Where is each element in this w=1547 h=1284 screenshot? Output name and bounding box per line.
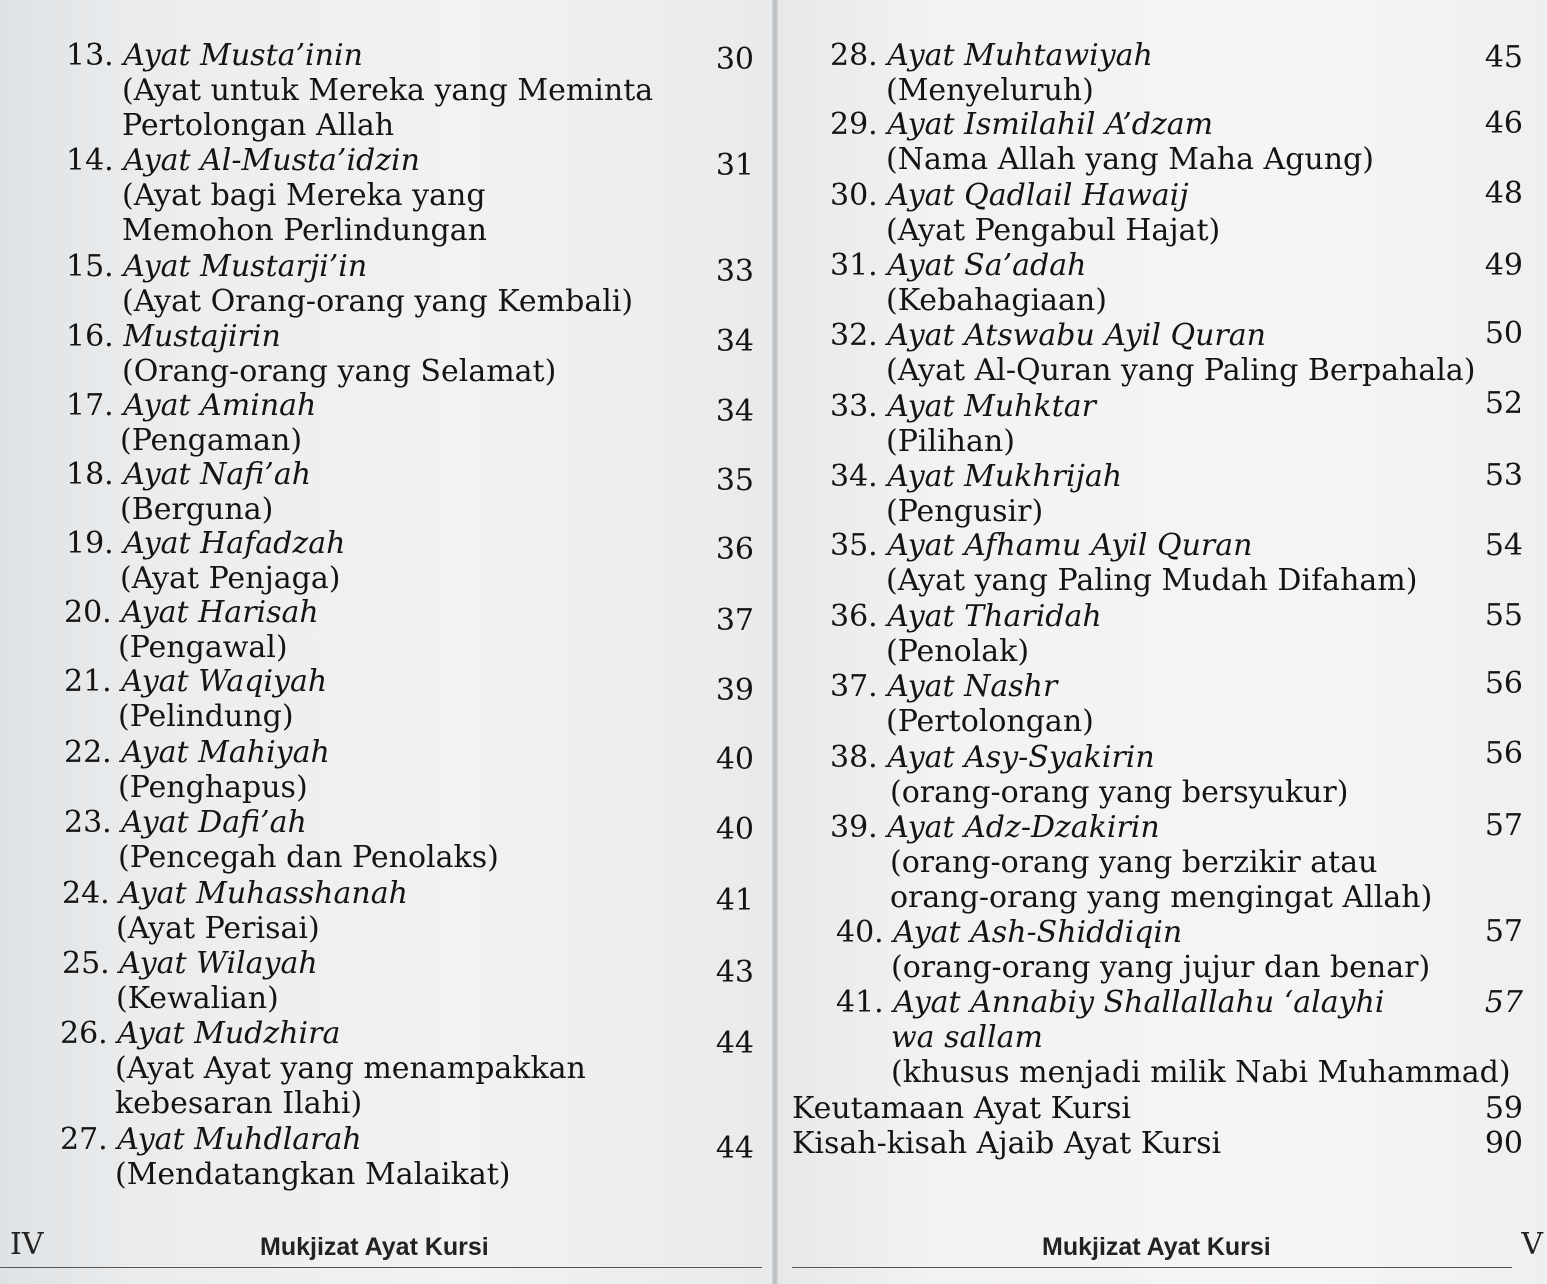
entry-subtitle: (Ayat yang Paling Mudah Difaham) [886,563,1418,598]
entry-subtitle: (Pelindung) [118,699,294,734]
entry-subtitle: orang-orang yang mengingat Allah) [890,880,1433,915]
toc-extra-label: Keutamaan Ayat Kursi [792,1091,1131,1126]
toc-entry [830,389,1096,459]
entry-page-number: 52 [1484,386,1523,421]
toc-entry [66,38,653,143]
entry-number: 40. [836,915,884,950]
entry-subtitle: (Menyeluruh) [886,73,1094,108]
entry-number: 15. [66,249,114,284]
entry-number: 22. [64,735,112,770]
entry-page-number: 50 [1484,316,1523,351]
entry-number: 17. [66,388,114,423]
entry-page-number: 40 [715,742,754,777]
footer-rule [792,1267,1512,1268]
entry-title: Ayat Muhktar [887,389,1096,424]
entry-subtitle: (Ayat bagi Mereka yang [122,178,486,213]
entry-title: Ayat Al-Musta’idzin [123,143,420,178]
toc-entry [836,985,1511,1090]
entry-page-number: 57 [1484,914,1523,949]
toc-entry [66,388,316,458]
entry-subtitle: (Pencegah dan Penolaks) [118,840,499,875]
entry-subtitle: (Ayat Al-Quran yang Paling Berpahala) [886,353,1476,388]
entry-number: 18. [66,457,114,492]
entry-title: Ayat Mustarji’in [123,249,368,284]
entry-page-number: 37 [715,603,754,638]
toc-entry [830,248,1107,318]
entry-number: 20. [64,595,112,630]
entry-title: Ayat Aminah [123,388,317,423]
entry-number: 24. [62,876,110,911]
entry-page-number: 30 [715,42,754,77]
toc-entry [66,457,311,527]
entry-title: Ayat Tharidah [887,599,1102,634]
entry-subtitle: (Pengaman) [120,423,303,458]
entry-page-number: 57 [1484,808,1523,843]
page-folio: V [1521,1227,1543,1262]
entry-page-number: 44 [715,1026,754,1061]
entry-subtitle: (Nama Allah yang Maha Agung) [886,142,1374,177]
toc-entry [60,1122,510,1192]
entry-title: Ayat Waqiyah [121,664,328,699]
entry-subtitle: (khusus menjadi milik Nabi Muhammad) [891,1055,1511,1090]
entry-title: Ayat Qadlail Hawaij [887,178,1189,213]
entry-number: 38. [830,740,878,775]
entry-title: Ayat Asy-Syakirin [887,740,1155,775]
entry-page-number: 31 [715,148,754,183]
toc-entry [830,38,1153,108]
toc-entry [830,178,1220,248]
entry-number: 21. [64,664,112,699]
entry-subtitle: Memohon Perlindungan [122,213,487,248]
toc-entry [836,915,1430,985]
toc-entry [830,528,1417,598]
entry-page-number: 90 [1484,1126,1523,1161]
entry-number: 33. [830,389,878,424]
toc-entry [830,599,1102,669]
entry-page-number: 40 [715,812,754,847]
toc-entry [62,946,318,1016]
entry-subtitle: (Pengawal) [118,630,288,665]
entry-number: 32. [830,318,878,353]
entry-subtitle: (Orang-orang yang Selamat) [122,354,557,389]
entry-number: 41. [836,985,884,1020]
entry-subtitle: (Penolak) [886,634,1030,669]
page-folio: IV [10,1227,44,1262]
running-footer-title: Mukjizat Ayat Kursi [1042,1233,1271,1261]
entry-title: Ayat Hafadzah [123,526,346,561]
entry-page-number: 46 [1484,106,1523,141]
entry-title: Ayat Nafi’ah [123,457,312,492]
entry-page-number: 53 [1484,458,1523,493]
entry-subtitle: (orang-orang yang jujur dan benar) [891,950,1431,985]
entry-title: Ayat Mudzhira [117,1016,341,1051]
toc-entry [830,318,1475,388]
toc-entry [66,143,487,248]
entry-page-number: 43 [715,955,754,990]
toc-entry [66,526,345,596]
toc-entry [60,1016,586,1121]
entry-page-number: 55 [1484,598,1523,633]
entry-subtitle: (Ayat Ayat yang menampakkan [115,1051,586,1086]
entry-title: Ayat Afhamu Ayil Quran [887,528,1253,563]
entry-page-number: 33 [715,254,754,289]
entry-number: 36. [830,599,878,634]
entry-page-number: 34 [715,324,754,359]
entry-title: Ayat Muhasshanah [119,876,408,911]
entry-number: 30. [830,178,878,213]
entry-title: Ayat Muhdlarah [117,1122,362,1157]
entry-number: 23. [64,805,112,840]
entry-page-number: 54 [1484,528,1523,563]
entry-number: 34. [830,459,878,494]
entry-subtitle: kebesaran Ilahi) [115,1086,363,1121]
entry-number: 13. [66,38,114,73]
entry-subtitle: (Kewalian) [116,981,279,1016]
entry-subtitle: (Pengusir) [886,494,1044,529]
toc-entry [830,810,1432,915]
entry-title: Ayat Wilayah [119,946,318,981]
entry-subtitle: (Pertolongan) [886,704,1094,739]
entry-page-number: 56 [1484,666,1523,701]
entry-subtitle: (Berguna) [120,492,274,527]
left-page [0,0,772,1284]
entry-number: 26. [60,1016,108,1051]
right-page [778,0,1547,1284]
entry-number: 16. [66,319,114,354]
entry-subtitle: (Ayat Perisai) [116,911,320,946]
toc-entry [64,595,319,665]
entry-subtitle: (Ayat Pengabul Hajat) [886,213,1221,248]
entry-title: Ayat Sa’adah [887,248,1087,283]
toc-entry [830,740,1348,810]
entry-title: Ayat Mukhrijah [887,459,1123,494]
toc-entry [64,735,330,805]
entry-page-number: 41 [715,883,754,918]
entry-subtitle: (Kebahagiaan) [886,283,1107,318]
entry-subtitle: (Ayat Penjaga) [120,561,341,596]
toc-entry [64,664,327,734]
entry-number: 35. [830,528,878,563]
entry-subtitle: Pertolongan Allah [122,108,395,143]
entry-subtitle: (Pilihan) [886,424,1015,459]
running-footer-title: Mukjizat Ayat Kursi [260,1233,489,1261]
entry-number: 39. [830,810,878,845]
entry-page-number: 39 [715,673,754,708]
entry-subtitle: (Mendatangkan Malaikat) [115,1157,511,1192]
toc-entry [830,459,1122,529]
entry-number: 37. [830,669,878,704]
entry-title: Ayat Muhtawiyah [887,38,1153,73]
entry-page-number: 59 [1484,1091,1523,1126]
toc-entry [64,805,499,875]
entry-page-number: 45 [1484,40,1523,75]
entry-title: Ayat Dafi’ah [121,805,307,840]
toc-extra-label: Kisah-kisah Ajaib Ayat Kursi [792,1126,1222,1161]
entry-subtitle: (Ayat untuk Mereka yang Meminta [122,73,654,108]
entry-title-continued: wa sallam [891,1020,1043,1055]
entry-number: 31. [830,248,878,283]
entry-number: 28. [830,38,878,73]
entry-page-number: 48 [1484,176,1523,211]
entry-page-number: 44 [715,1131,754,1166]
toc-entry [830,107,1374,177]
entry-title: Ayat Musta’inin [123,38,363,73]
entry-number: 14. [66,143,114,178]
entry-number: 25. [62,946,110,981]
entry-number: 27. [60,1122,108,1157]
entry-page-number: 36 [715,532,754,567]
toc-entry [66,319,556,389]
entry-number: 19. [66,526,114,561]
entry-title: Ayat Atswabu Ayil Quran [887,318,1266,353]
entry-number: 29. [830,107,878,142]
entry-subtitle: (orang-orang yang bersyukur) [890,775,1349,810]
entry-title: Ayat Harisah [121,595,319,630]
entry-page-number: 57 [1484,985,1523,1020]
entry-page-number: 49 [1484,248,1523,283]
entry-page-number: 56 [1484,736,1523,771]
toc-entry [66,249,633,319]
entry-title: Ayat Mahiyah [121,735,330,770]
entry-page-number: 35 [715,463,754,498]
entry-title: Ayat Adz-Dzakirin [887,810,1160,845]
toc-entry [830,669,1094,739]
entry-subtitle: (orang-orang yang berzikir atau [890,845,1378,880]
entry-title: Ayat Ismilahil A’dzam [887,107,1214,142]
entry-page-number: 34 [715,394,754,429]
entry-title: Ayat Nashr [887,669,1058,704]
entry-title: Mustajirin [123,319,281,354]
entry-subtitle: (Penghapus) [118,770,308,805]
toc-entry [62,876,408,946]
entry-title: Ayat Ash-Shiddiqin [893,915,1183,950]
entry-title: Ayat Annabiy Shallallahu ‘alayhi [893,985,1385,1020]
footer-rule [0,1267,762,1268]
entry-subtitle: (Ayat Orang-orang yang Kembali) [122,284,634,319]
